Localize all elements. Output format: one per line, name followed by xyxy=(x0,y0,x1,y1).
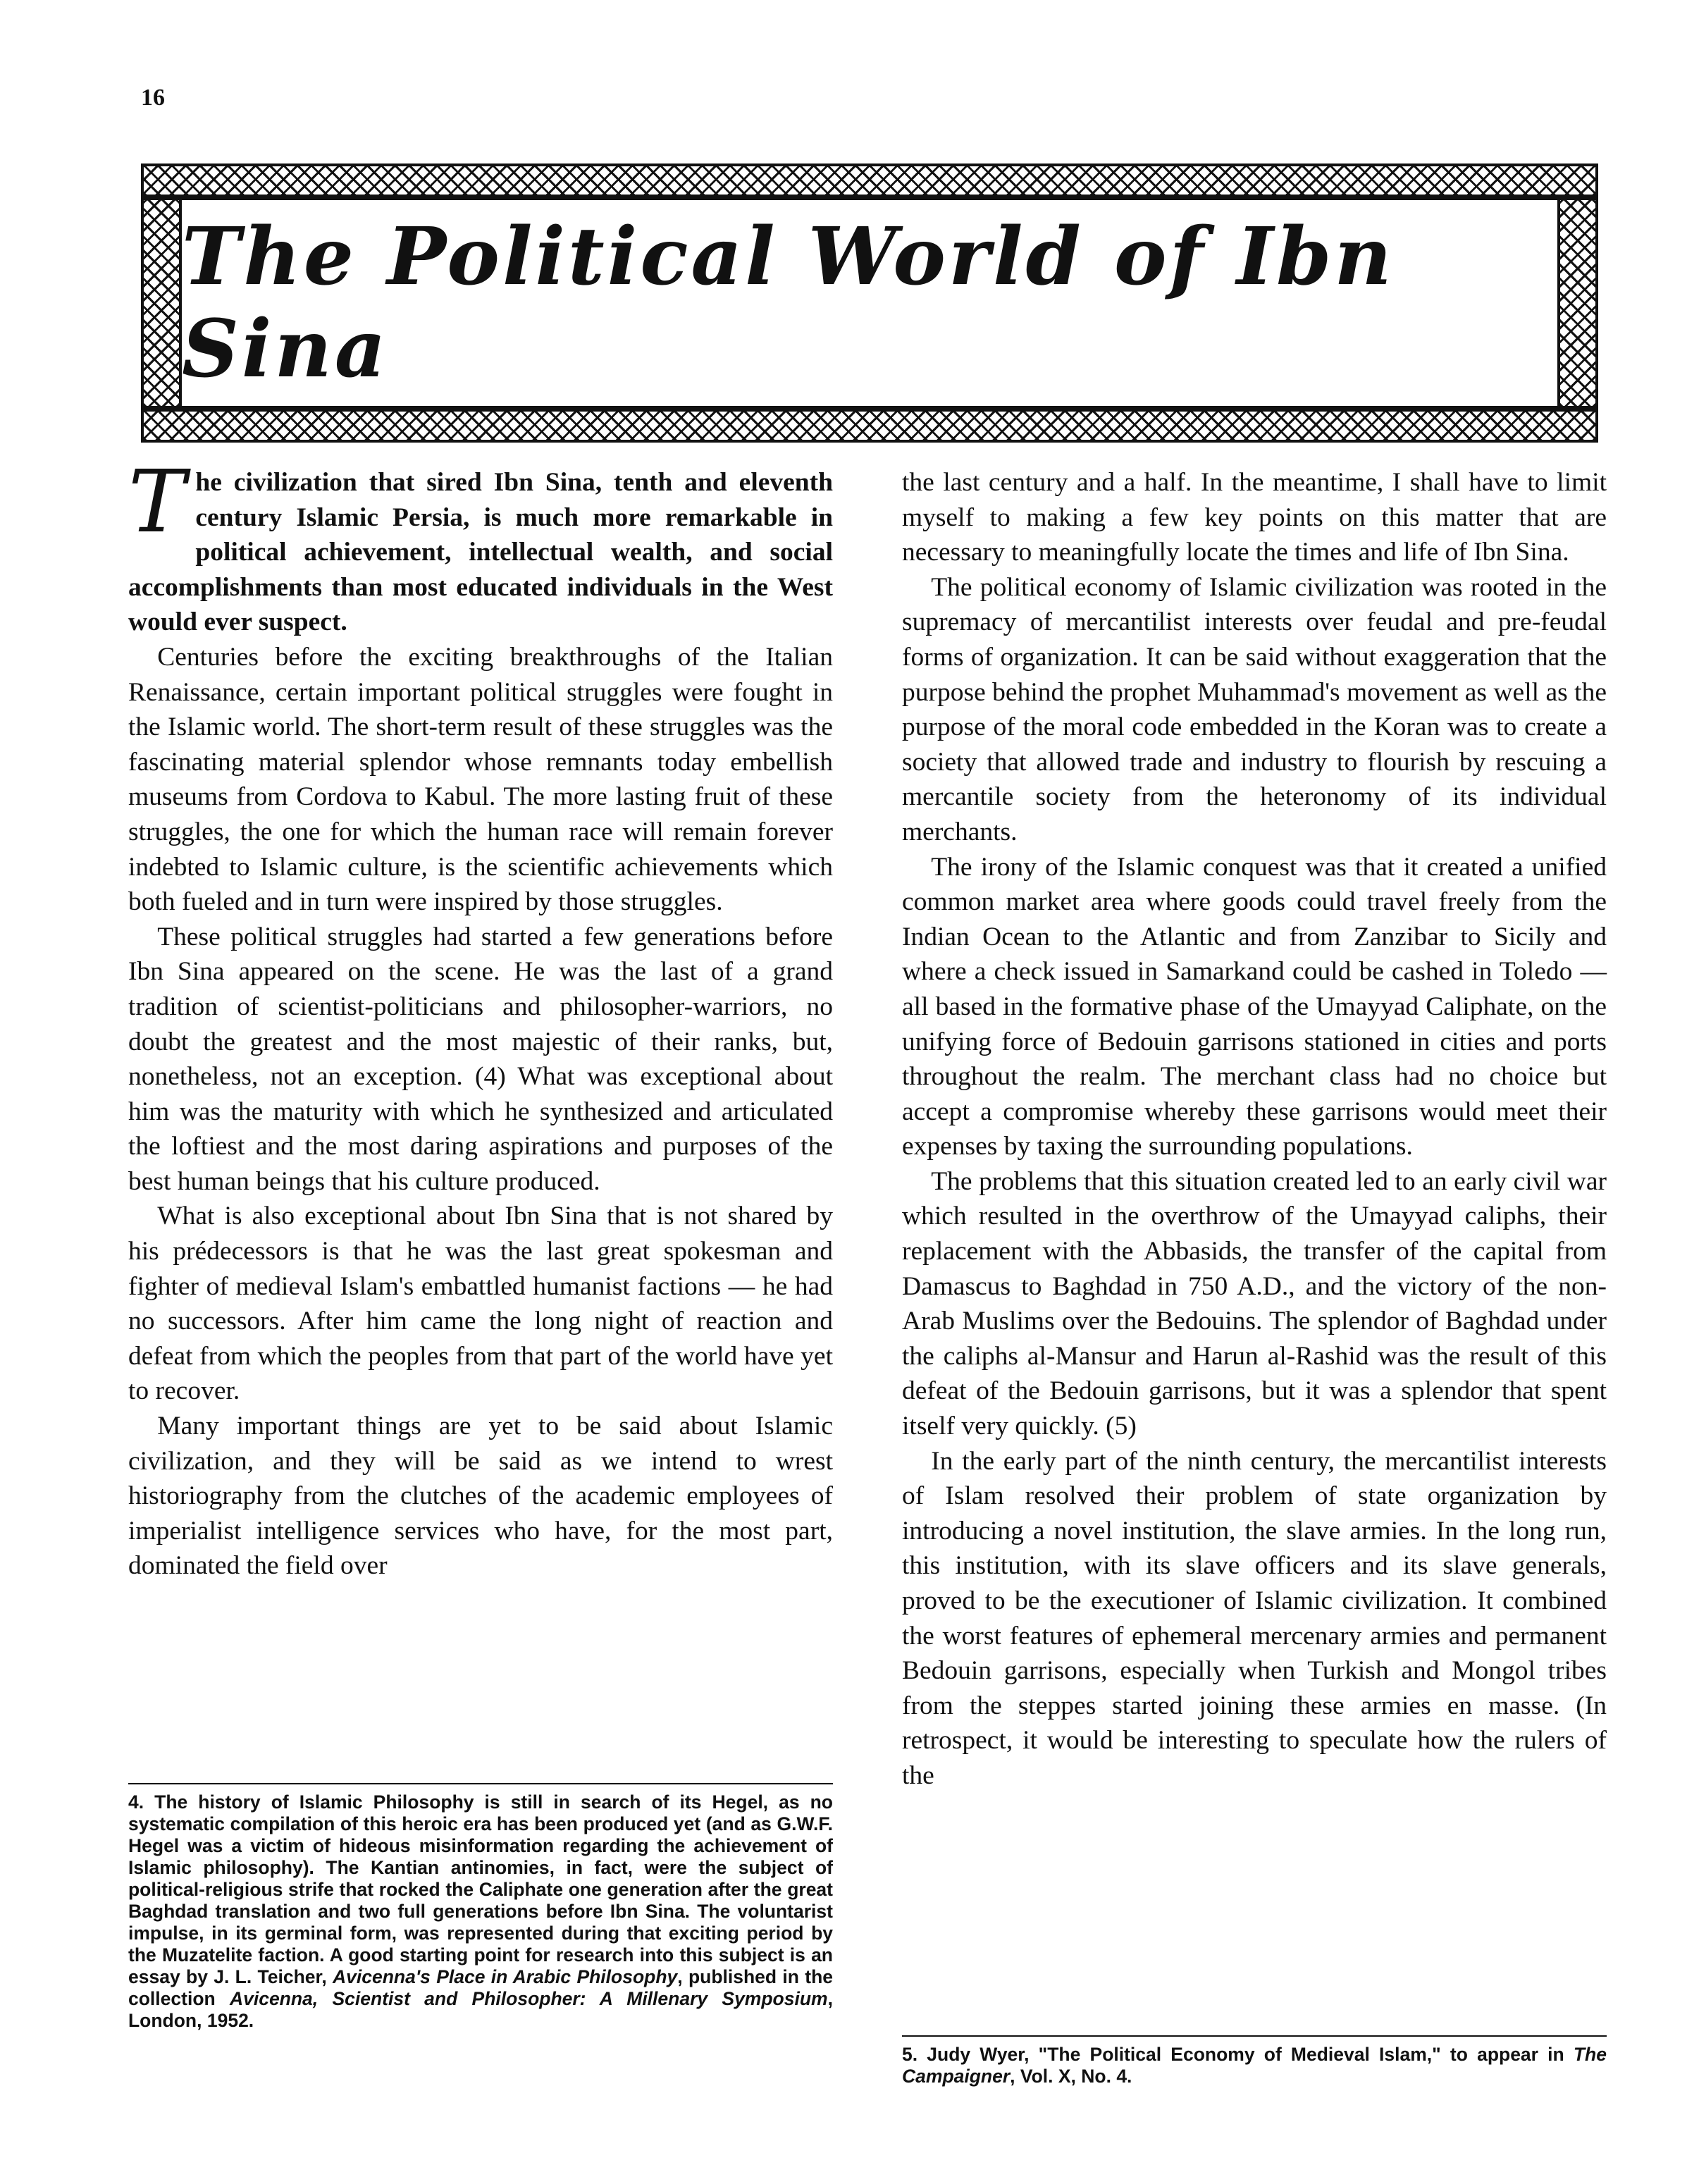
lead-paragraph xyxy=(128,452,833,640)
paragraph: In the early part of the ninth century, the mercantilist interests of Islam resolved their problem of state organization by introducing a novel institution, the slave armies. In the long run, this institution, with its slave officers and its slave generals, proved to be the executioner of Islamic civilization. It combined the worst features of ephemeral mercenary armies and permanent Bedouin garrisons, especially when Turkish and Mongol tribes from the steppes started joining these armies en masse. (In retrospect, it would be interesting to speculate how the rulers of the xyxy=(902,1446,1607,1790)
paragraph: the last century and a half. In the meantime, I shall have to limit myself to making a few key points on this matter that are necessary to meaningfully locate the times and life of Ibn Sina. xyxy=(902,468,1607,567)
article-title: The Political World of Ibn Sina xyxy=(182,211,1395,395)
title-banner xyxy=(141,164,1598,443)
footnote-rule xyxy=(128,1783,833,1784)
footnote-segment: , published in the collection xyxy=(128,1966,834,2009)
footnote-citation-title: Avicenna's Place in Arabic Philosophy xyxy=(333,1966,678,1987)
right-column xyxy=(902,465,1607,1794)
banner-border-left xyxy=(141,197,182,409)
banner-border-bottom xyxy=(141,409,1598,443)
footnote-text xyxy=(902,2044,1607,2087)
banner-border-right xyxy=(1557,197,1598,409)
drop-cap: T xyxy=(128,452,186,552)
lead-text: he civilization that sired Ibn Sina, tenth and eleventh century Islamic Persia, is much more remarkable in political achievement, intellectual wealth, and social accomplishments than most educated individuals in the West would ever suspect. xyxy=(128,468,833,637)
footnote-rule xyxy=(902,2035,1607,2037)
banner-inner xyxy=(182,197,1557,409)
banner-border-top xyxy=(141,164,1598,197)
left-column xyxy=(128,452,833,1584)
footnote-citation-title: Avicenna, Scientist and Philosopher: A Millenary Symposium xyxy=(229,1988,828,2009)
footnote-5 xyxy=(902,2035,1607,2087)
footnote-text xyxy=(128,1791,833,2032)
paragraph: These political struggles had started a few generations before Ibn Sina appeared on the scene. He was the last of a grand tradition of scientist-politicians and philosopher-warriors, no doubt the greatest and the most majestic of their ranks, but, nonetheless, not an exception. (4) What was exceptional about him was the maturity with which he synthesized and articulated the loftiest and the most daring aspirations and purposes of the best human beings that his culture produced. xyxy=(128,922,833,1196)
paragraph: The political economy of Islamic civilization was rooted in the supremacy of mercantilist interests over feudal and pre-feudal forms of organization. It can be said without exaggeration that the purpose behind the prophet Muhammad's movement as well as the purpose of the moral code embedded in the Koran was to create a society that allowed trade and industry to flourish by rescuing a mercantile society from the heteronomy of its individual merchants. xyxy=(902,572,1607,846)
paragraph: What is also exceptional about Ibn Sina that is not shared by his prédecessors is that he was the last great spokesman and fighter of medieval Islam's embattled humanist factions — he had no successors. After him came the long night of reaction and defeat from which the peoples from that part of the world have yet to recover. xyxy=(128,1202,833,1406)
paragraph: The problems that this situation created led to an early civil war which resulted in the overthrow of the Umayyad caliphs, their replacement with the Abbasids, the transfer of the capital from Damascus to Baghdad in 750 A.D., and the victory of the non-Arab Muslims over the Bedouins. The splendor of Baghdad under the caliphs al-Mansur and Harun al-Rashid was the result of this defeat of the Bedouin garrisons, but it was a splendor that spent itself very quickly. (5) xyxy=(902,1166,1607,1441)
footnote-4 xyxy=(128,1783,833,2032)
paragraph: Many important things are yet to be said about Islamic civilization, and they will be said as we intend to wrest historiography from the clutches of the academic employees of imperialist intelligence services who have, for the most part, dominated the field over xyxy=(128,1412,833,1581)
footnote-segment: , London, 1952. xyxy=(128,1988,833,2031)
paragraph: The irony of the Islamic conquest was that it created a unified common market area where goods could travel freely from the Indian Ocean to the Atlantic and from Zanzibar to Sicily and where a check issued in Samarkand could be cashed in Toledo — all based in the formative phase of the Umayyad Caliphate, on the unifying force of Bedouin garrisons stationed in cities and ports throughout the realm. The merchant class had no choice but accept a compromise whereby these garrisons would meet their expenses by taxing the surrounding populations. xyxy=(902,852,1607,1161)
footnote-segment: 4. The history of Islamic Philosophy is still in search of its Hegel, as no systematic compilation of this heroic era has been produced yet (and as G.W.F. Hegel was a victim of hideous misinformation regarding the achievement of Islamic philosophy). The Kantian antinomies, in fact, were the subject of political-religious strife that rocked the Caliphate one generation after the great Baghdad translation and two full generations before Ibn Sina. The voluntarist impulse, in its germinal form, was represented during that exciting period by the Muzatelite faction. A good starting point for research into this subject is an essay by J. L. Teicher, xyxy=(128,1791,833,1987)
footnote-segment: , Vol. X, No. 4. xyxy=(1010,2066,1132,2087)
footnote-citation-title: The Campaigner xyxy=(902,2044,1607,2087)
page-number: 16 xyxy=(141,85,165,111)
footnote-segment: 5. Judy Wyer, "The Political Economy of Medieval Islam," to appear in xyxy=(902,2044,1574,2065)
paragraph: Centuries before the exciting breakthroughs of the Italian Renaissance, certain important political struggles were fought in the Islamic world. The short-term result of these struggles was the fascinating material splendor whose remnants today embellish museums from Cordova to Kabul. The more lasting fruit of these struggles, the one for which the human race will remain forever indebted to Islamic culture, is the scientific achievements which both fueled and in turn were inspired by those struggles. xyxy=(128,642,833,917)
